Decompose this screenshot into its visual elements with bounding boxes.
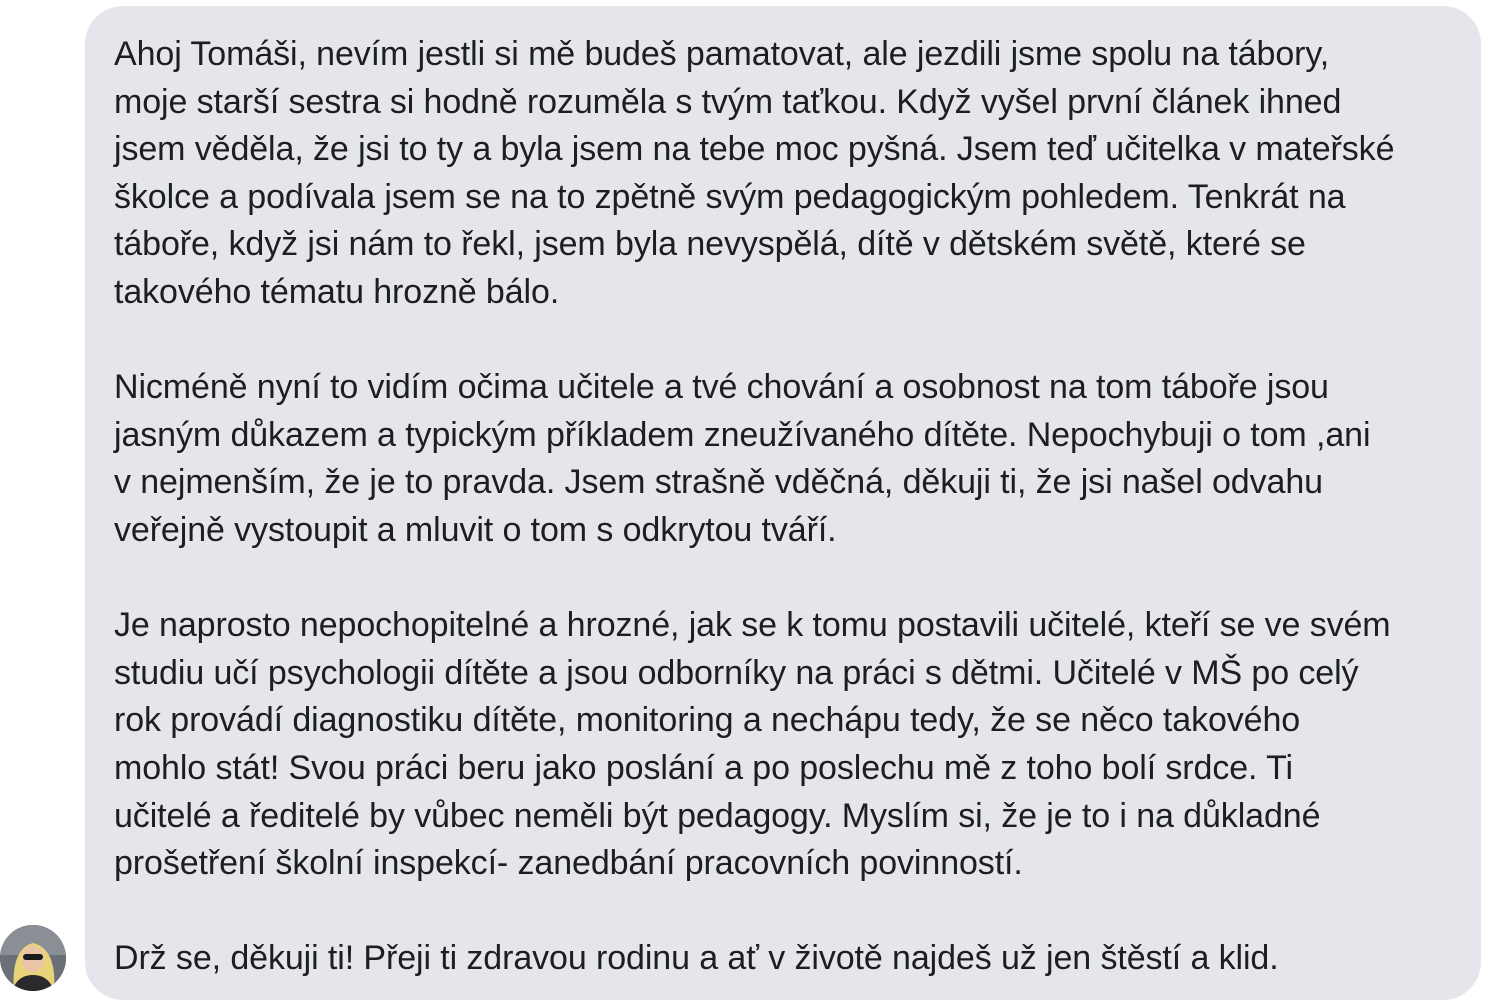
message-paragraph-1: Ahoj Tomáši, nevím jestli si mě budeš pamatovat, ale jezdili jsme spolu na tábory, moje starší sestra si hodně rozuměla s tvým taťkou. Když vyšel první článek ihned jsem věděla, že jsi to ty a byla jsem na tebe moc pyšná. Jsem teď učitelka v mateřské školce a podívala jsem se na to zpětně svým pedagogickým pohledem. Tenkrát na táboře, když jsi nám to řekl, jsem byla nevyspělá, dítě v dětském světě, které se takového tématu hrozně bálo. xyxy=(114,35,1395,311)
paragraph-spacer xyxy=(114,317,1453,365)
message-paragraph-3: Je naprosto nepochopitelné a hrozné, jak se k tomu postavili učitelé, kteří se ve svém studiu učí psychologii dítěte a jsou odborníky na práci s dětmi. Učitelé v MŠ po celý rok provádí diagnostiku dítěte, monitoring a nechápu tedy, že se něco takového mohlo stát! Svou práci beru jako poslání a po poslechu mě z toho bolí srdce. Ti učitelé a ředitelé by vůbec neměli být pedagogy. Myslím si, že je to i na důkladné prošetření školní inspekcí- zanedbání pracovních povinností. xyxy=(114,606,1391,883)
paragraph-spacer xyxy=(114,555,1453,603)
avatar[interactable] xyxy=(0,925,66,991)
profile-photo-icon xyxy=(0,925,66,991)
message-bubble[interactable] xyxy=(85,6,1481,1000)
message-paragraph-4: Drž se, děkuji ti! Přeji ti zdravou rodinu a ať v životě najdeš už jen štěstí a klid. xyxy=(114,939,1279,978)
message-paragraph-2: Nicméně nyní to vidím očima učitele a tvé chování a osobnost na tom táboře jsou jasným důkazem a typickým příkladem zneužívaného dítěte. Nepochybuji o tom ,ani v nejmenším, že je to pravda. Jsem strašně vděčná, děkuji ti, že jsi našel odvahu veřejně vystoupit a mluvit o tom s odkrytou tváří. xyxy=(114,368,1371,549)
paragraph-spacer xyxy=(114,888,1453,936)
